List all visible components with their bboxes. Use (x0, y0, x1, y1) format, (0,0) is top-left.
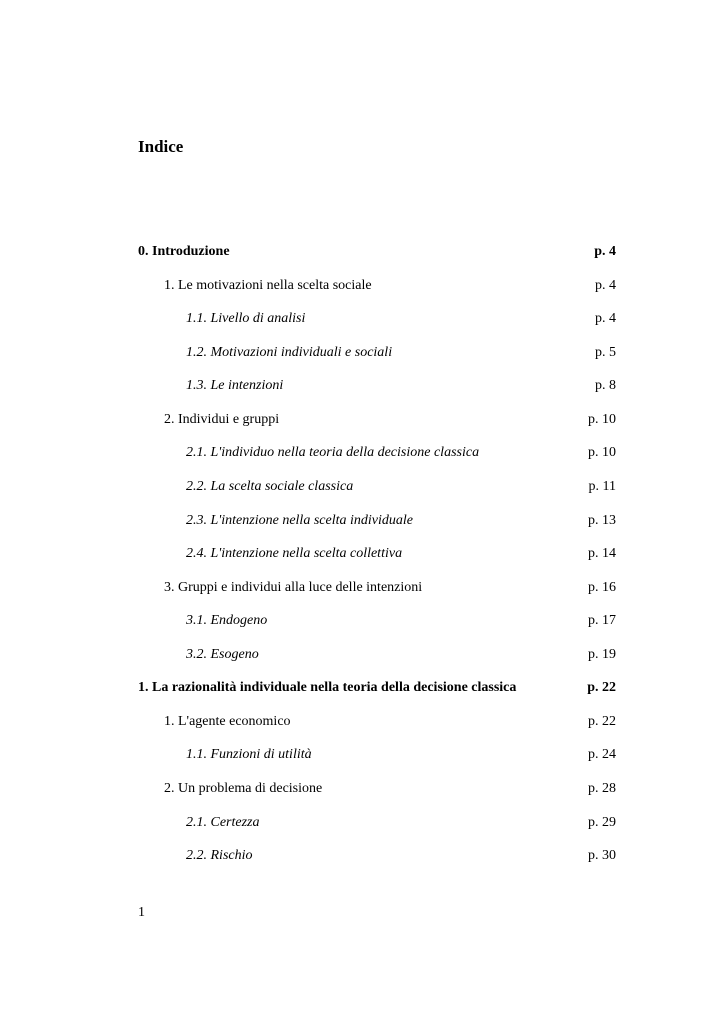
toc-entry-page: p. 28 (588, 781, 616, 796)
toc-entry-page: p. 22 (587, 680, 616, 695)
toc-entry-page: p. 14 (588, 546, 616, 561)
toc-entry-page: p. 17 (588, 613, 616, 628)
toc-entry-page: p. 22 (588, 714, 616, 729)
toc-entry-page: p. 16 (588, 580, 616, 595)
toc-entry (0, 611, 724, 631)
toc-entry (0, 309, 724, 329)
toc-entry-label: 2.2. La scelta sociale classica (186, 479, 354, 494)
toc-entry-page: p. 11 (588, 479, 616, 494)
toc-entry-label: 1.1. Livello di analisi (186, 311, 306, 326)
toc-entry-page: p. 24 (588, 747, 616, 762)
toc-entry-chapter-1 (0, 678, 724, 698)
toc-entry-label: 1.1. Funzioni di utilità (186, 747, 312, 762)
toc-entry-label: 2. Individui e gruppi (164, 412, 280, 427)
toc-entry-page: p. 29 (588, 815, 616, 830)
toc-entry-page: p. 13 (588, 513, 616, 528)
toc-entry-label: 2.1. Certezza (186, 815, 260, 830)
toc-entry-label: 2.4. L'intenzione nella scelta collettiva (186, 546, 403, 561)
toc-entry-page: p. 10 (588, 412, 616, 427)
toc-entry-label: 0. Introduzione (138, 244, 230, 259)
toc-entry-label: 2.1. L'individuo nella teoria della decisione classica (186, 445, 480, 460)
toc-entry-page: p. 30 (588, 848, 616, 863)
toc-entry (0, 745, 724, 765)
toc-entry-label: 3.2. Esogeno (186, 647, 259, 662)
toc-entry (0, 477, 724, 497)
toc-entry-label: 3.1. Endogeno (186, 613, 268, 628)
toc-entry-page: p. 8 (595, 378, 616, 393)
toc-entry (0, 343, 724, 363)
toc-entry-label: 1.2. Motivazioni individuali e sociali (186, 345, 393, 360)
toc-entry (0, 578, 724, 598)
toc-entry-label: 1.3. Le intenzioni (186, 378, 284, 393)
toc-entry (0, 443, 724, 463)
toc-entry (0, 376, 724, 396)
toc-entry-page: p. 10 (588, 445, 616, 460)
toc-entry (0, 410, 724, 430)
toc-entry-label: 1. L'agente economico (164, 714, 291, 729)
toc-entry-label: 2.2. Rischio (186, 848, 253, 863)
toc-entry (0, 511, 724, 531)
toc-entry-page: p. 5 (595, 345, 616, 360)
toc-entry (0, 712, 724, 732)
toc-entry-label: 2.3. L'intenzione nella scelta individuale (186, 513, 413, 528)
toc-entry-page: p. 4 (594, 244, 616, 259)
toc-entry-label: 2. Un problema di decisione (164, 781, 323, 796)
toc-entry (0, 779, 724, 799)
toc-entry-page: p. 19 (588, 647, 616, 662)
toc-entry (0, 544, 724, 564)
toc-entry (0, 846, 724, 866)
toc-entry-label: 1. Le motivazioni nella scelta sociale (164, 278, 372, 293)
toc-entry (0, 276, 724, 296)
toc-entry (0, 645, 724, 665)
toc-entry-label: 1. La razionalità individuale nella teoria della decisione classica (138, 680, 517, 695)
page-title: Indice (138, 137, 184, 156)
toc-entry-page: p. 4 (595, 311, 616, 326)
toc-entry (0, 813, 724, 833)
page-number: 1 (138, 905, 145, 920)
toc-entry-label: 3. Gruppi e individui alla luce delle intenzioni (164, 580, 423, 595)
toc-entry-page: p. 4 (595, 278, 616, 293)
toc-entry-introduzione (0, 242, 724, 262)
